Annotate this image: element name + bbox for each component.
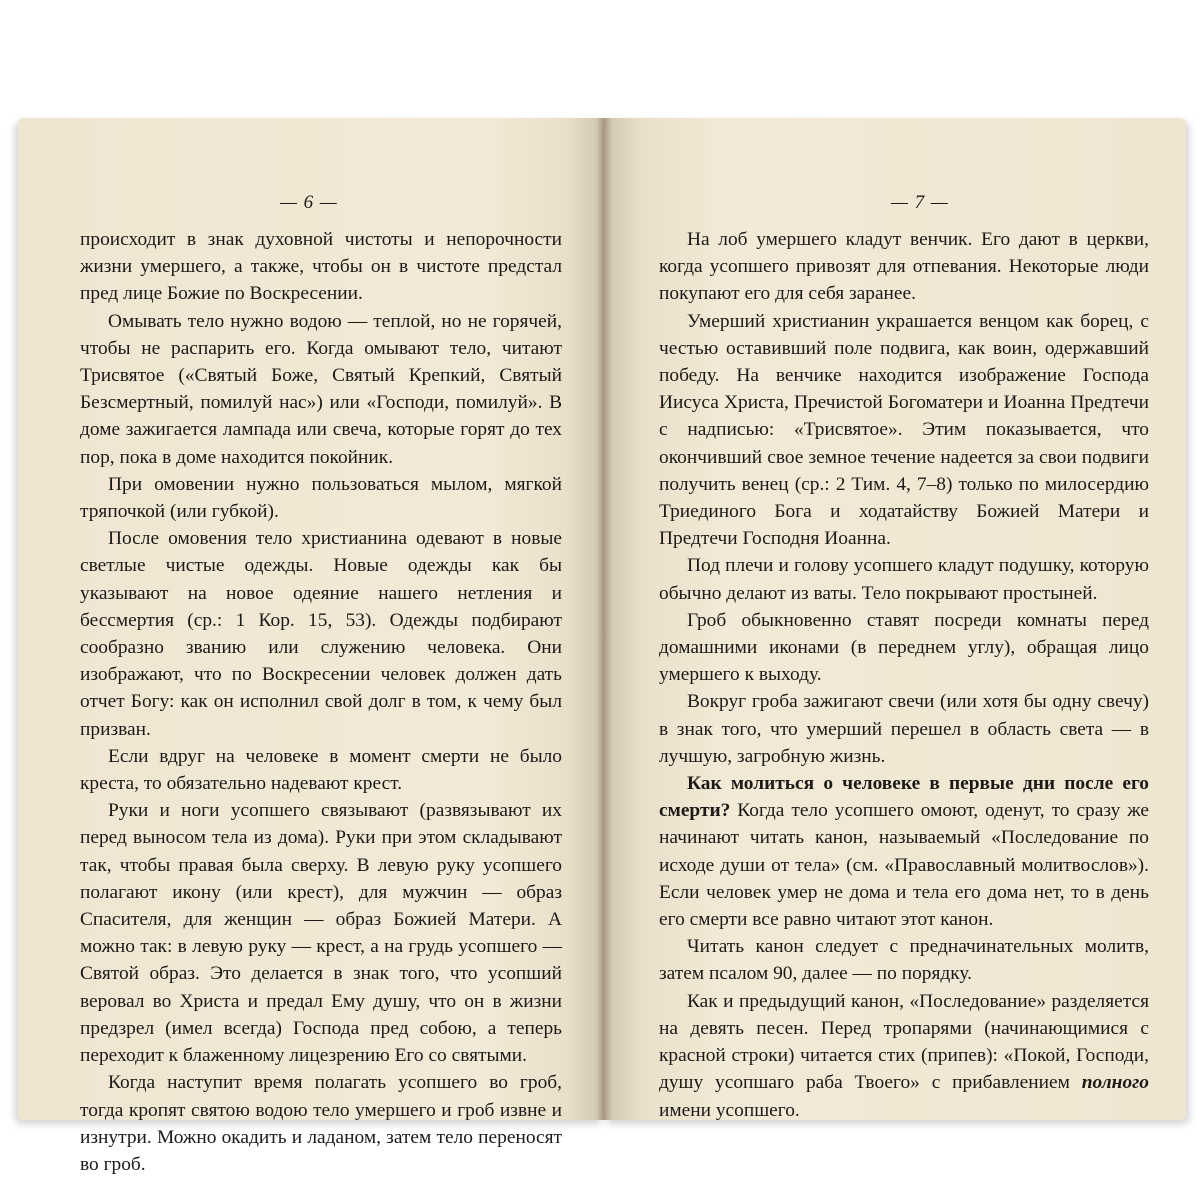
paragraph: происходит в знак духовной чистоты и непорочности жизни умершего, а также, чтобы он в чистоте предстал пред лице Божие по Воскресении. [80,229,562,305]
question-heading: Как молиться о человеке в первые дни после его смерти? [659,773,1149,822]
question-answer: Когда тело усопшего омоют, оденут, то сразу же начинают читать канон, называемый «Последование по исходе души от тела» (см. «Православный молитвослов»). Если человек умер не дома и тела его дома нет, то в день его смерти все равно читают этот канон. [659,800,1149,931]
page-number-7: — 7 — [891,192,949,213]
left-page [18,118,604,1175]
paragraph: Вокруг гроба зажигают свечи (или хотя бы одну свечу) в знак того, что умерший перешел в область света — в лучшую, загробную жизнь. [659,691,1149,767]
paragraph: При омовении нужно пользоваться мылом, мягкой тряпочкой (или губкой). [80,473,562,523]
paragraph: Умерший христианин украшается венцом как борец, с честью оставивший поле подвига, как воин, одержавший победу. На венчике находится изображение Господа Иисуса Христа, Пречистой Богоматери и Иоанна Предтечи с надписью: «Трисвятое». Этим показывается, что окончивший свое земное течение надеется за свои подвиги получить венец (ср.: 2 Тим. 4, 7–8) только по милосердию Триединого Бога и ходатайству Божией Матери и Предтечи Господня Иоанна. [659,310,1149,550]
paragraph: Гроб обыкновенно ставят посреди комнаты перед домашними иконами (в переднем углу), обращая лицо умершего к выходу. [659,609,1149,686]
book-spine [596,118,612,1120]
paragraph: На лоб умершего кладут венчик. Его дают в церкви, когда усопшего привозят для отпевания. Некоторые люди покупают его для себя заранее. [659,229,1149,305]
left-page-text [80,226,562,1178]
paragraph: Руки и ноги усопшего связывают (развязывают их перед выносом тела из дома). Руки при этом складывают так, чтобы правая была сверху. В левую руку усопшего полагают икону (или крест), для мужчин — образ Спасителя, для женщин — образ Божией Матери. А можно так: в левую руку — крест, а на грудь усопшего — Святой образ. Это делается в знак того, что усопший веровал во Христа и предал Ему душу, что он в жизни предзрел (имел всегда) Господа пред собою, а теперь переходит к блаженному лицезрению Его со святыми. [80,800,562,1067]
paragraph: Если вдруг на человеке в момент смерти не было креста, то обязательно надевают крест. [80,745,562,795]
right-page-text [659,226,1149,1124]
last-paragraph [659,988,1149,1124]
paragraph: Читать канон следует с предначинательных молитв, затем псалом 90, далее — по порядку. [659,936,1149,985]
paragraph: Под плечи и голову усопшего кладут подушку, которую обычно делают из ваты. Тело покрывают простыней. [659,555,1149,604]
paragraph: Омывать тело нужно водою — теплой, но не горячей, чтобы не распарить его. Когда омывают тело, читают Трисвятое («Святый Боже, Святый Крепкий, Святый Безсмертный, помилуй нас») или «Господи, помилуй». В доме зажигается лампада или свеча, которые горят до тех пор, пока в доме находится покойник. [80,310,562,468]
open-booklet [18,118,1186,1175]
right-page [604,118,1186,1120]
emphasis-word: полного [1081,1072,1149,1094]
last-paragraph-start: Как и предыдущий канон, «Последование» разделяется на девять песен. Перед тропарями (начинающимися с красной строки) читается стих (припев): «Покой, Господи, душу усопшаго раба Твоего» с прибавлением [659,990,1149,1094]
page-number-6: — 6 — [280,192,338,213]
paragraph: После омовения тело христианина одевают в новые светлые чистые одежды. Новые одежды как бы указывают на новое одеяние нашего нетления и бессмертия (ср.: 1 Кор. 15, 53). Одежды подбирают сообразно званию или служению человека. Они изображают, что по Воскресении человек должен дать отчет Богу: как он исполнил свой долг в том, к чему был призван. [80,528,562,740]
last-paragraph-end: имени усопшего. [659,1099,800,1121]
question-paragraph [659,770,1149,933]
paragraph: Когда наступит время полагать усопшего во гроб, тогда кропят святою водою тело умершего и гроб извне и изнутри. Можно окадить и ладаном, затем тело переносят во гроб. [80,1072,562,1175]
